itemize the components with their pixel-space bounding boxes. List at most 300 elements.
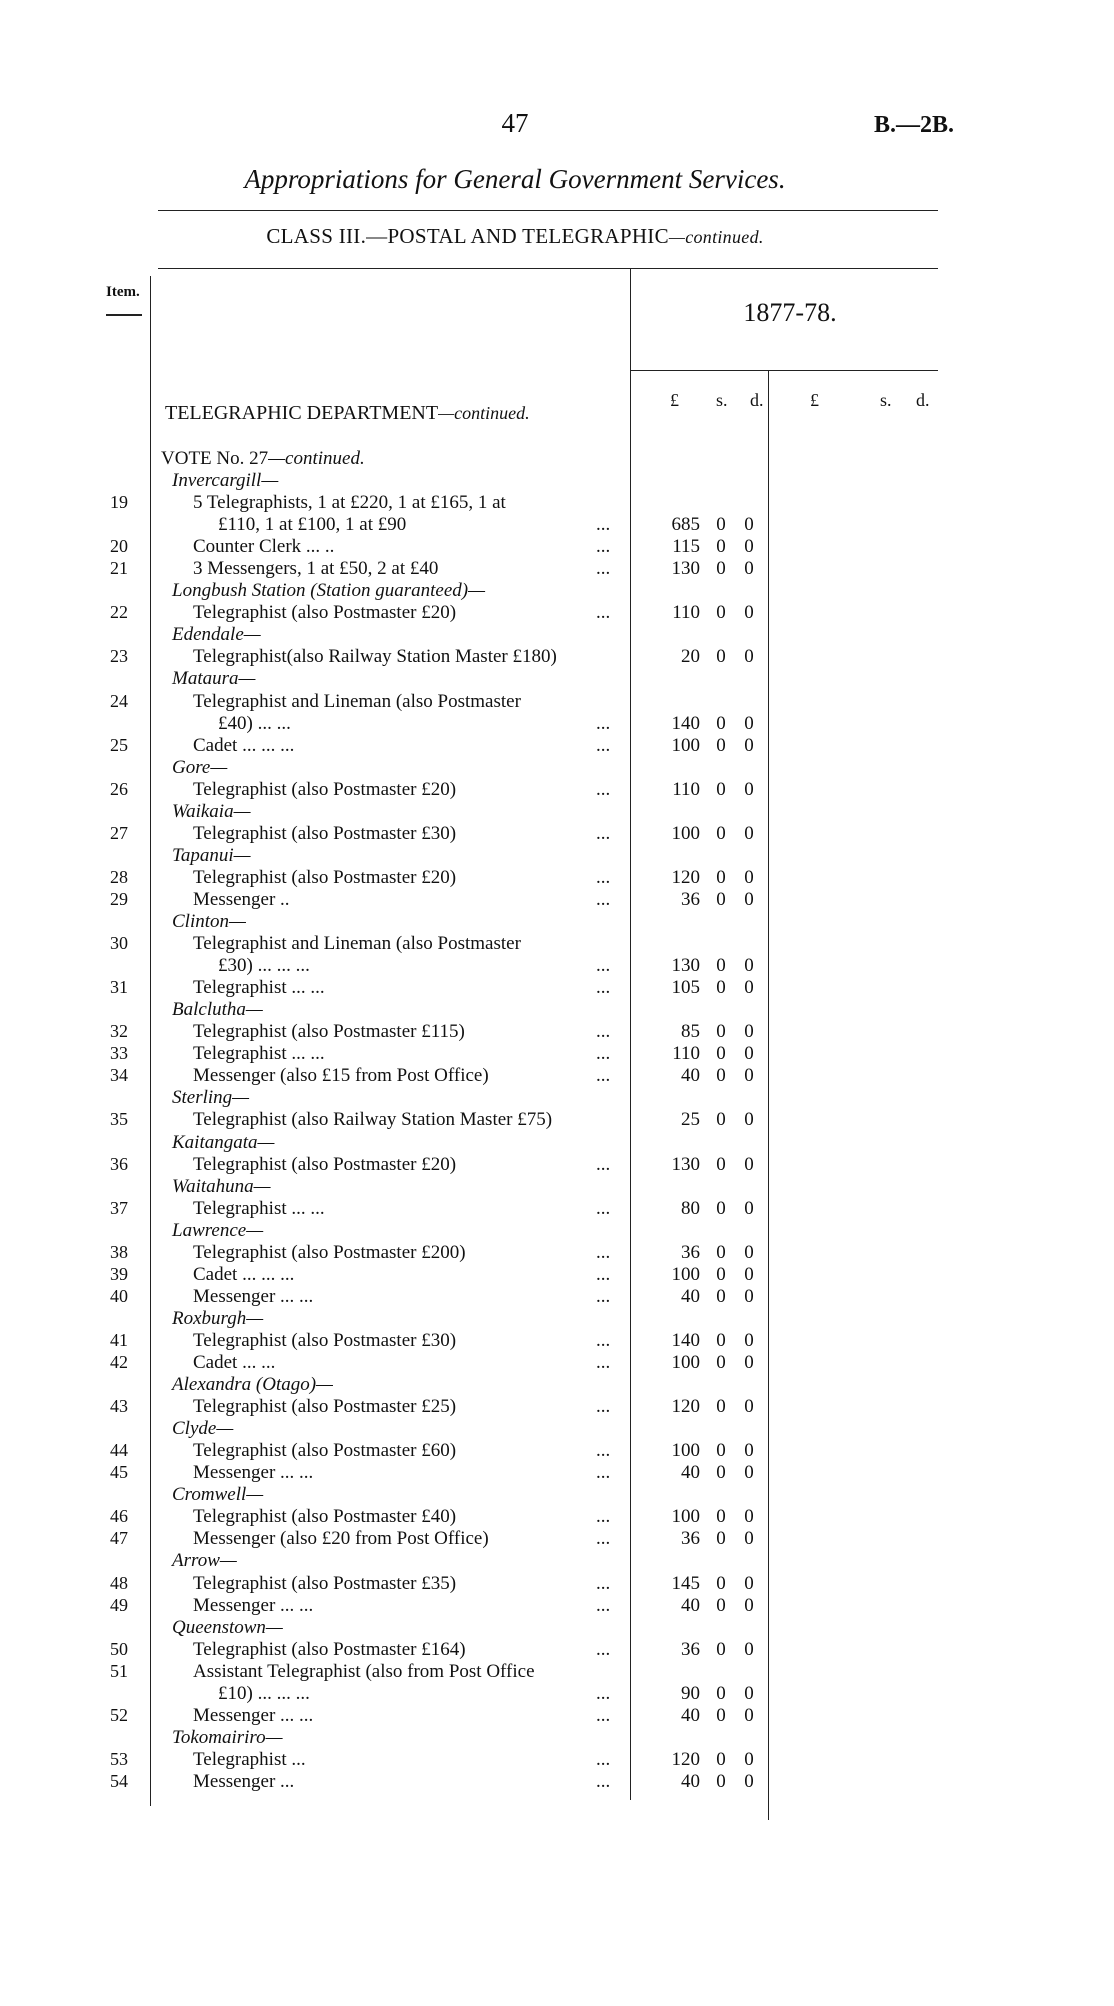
table-row (0, 977, 1114, 999)
table-row (0, 1639, 1114, 1661)
amount-shillings: 0 (716, 1285, 726, 1307)
amount-pounds: 120 (671, 866, 700, 888)
row-description: £30) ... ... ... (218, 955, 310, 977)
table-row (0, 514, 1114, 536)
table-row (0, 1065, 1114, 1087)
leader-dots: ... (596, 822, 611, 844)
station-name: Arrow— (172, 1550, 237, 1572)
leader-dots: ... (596, 1285, 611, 1307)
amount-pounds: 685 (671, 514, 700, 536)
table-row (0, 713, 1114, 735)
row-description: Telegraphist ... (193, 1748, 306, 1770)
station-name: Alexandra (Otago)— (172, 1374, 333, 1396)
page-title: Appropriations for General Government Services. (244, 164, 786, 194)
amount-pence: 0 (744, 734, 754, 756)
item-number: 50 (110, 1638, 128, 1659)
station-heading (0, 1418, 1114, 1440)
row-description: Telegraphist (also Postmaster £164) (193, 1638, 466, 1660)
amount-pence: 0 (744, 866, 754, 888)
item-number: 25 (110, 734, 128, 755)
amount-shillings: 0 (716, 1043, 726, 1065)
table-row (0, 1021, 1114, 1043)
col-pounds: £ (670, 390, 679, 410)
amount-pounds: 105 (671, 977, 700, 999)
leader-dots: ... (596, 1197, 611, 1219)
item-header-rule (106, 314, 142, 316)
amount-pounds: 100 (671, 822, 700, 844)
leader-dots: ... (596, 955, 611, 977)
item-number: 24 (110, 690, 128, 711)
vote-heading (0, 448, 1114, 470)
amount-pounds: 40 (681, 1770, 700, 1792)
amount-shillings: 0 (716, 955, 726, 977)
amount-pounds: 120 (671, 1396, 700, 1418)
amount-pounds: 40 (681, 1285, 700, 1307)
station-name: Tokomairiro— (172, 1726, 283, 1748)
year-header: 1877-78. (743, 298, 837, 327)
amount-pence: 0 (744, 1153, 754, 1175)
amount-shillings: 0 (716, 1572, 726, 1594)
table-row (0, 1683, 1114, 1705)
amount-pence: 0 (744, 1638, 754, 1660)
amount-shillings: 0 (716, 822, 726, 844)
amount-shillings: 0 (716, 1396, 726, 1418)
station-name: Queenstown— (172, 1616, 283, 1638)
row-description: Telegraphist (also Postmaster £35) (193, 1572, 457, 1594)
item-number: 33 (110, 1043, 128, 1064)
station-name: Sterling— (172, 1087, 250, 1109)
amount-shillings: 0 (716, 866, 726, 888)
col-shillings: s. (716, 390, 728, 410)
table-row (0, 1661, 1114, 1683)
station-name: Longbush Station (Station guaranteed)— (172, 580, 485, 602)
table-row (0, 492, 1114, 514)
item-number: 45 (110, 1462, 128, 1483)
amount-pence: 0 (744, 712, 754, 734)
amount-pounds: 110 (672, 602, 700, 624)
year-rule (630, 370, 938, 371)
row-description: 3 Messengers, 1 at £50, 2 at £40 (193, 558, 439, 580)
table-row (0, 1242, 1114, 1264)
table-row (0, 1771, 1114, 1793)
station-heading (0, 1484, 1114, 1506)
amount-pence: 0 (744, 955, 754, 977)
station-name: Tapanui— (172, 844, 251, 866)
leader-dots: ... (596, 514, 611, 536)
row-description: Telegraphist (also Postmaster £25) (193, 1396, 457, 1418)
amount-pence: 0 (744, 1352, 754, 1373)
row-description: Telegraphist (also Postmaster £20) (193, 778, 457, 800)
amount-shillings: 0 (716, 646, 726, 668)
amount-pence: 0 (744, 1263, 754, 1285)
table-row (0, 955, 1114, 977)
amount-pounds: 36 (681, 888, 700, 910)
amount-pence: 0 (744, 536, 754, 558)
leader-dots: ... (596, 977, 611, 999)
row-description: Telegraphist (also Postmaster £30) (193, 822, 457, 844)
leader-dots: ... (596, 1241, 611, 1263)
class-title (0, 224, 1030, 249)
amount-shillings: 0 (716, 1352, 726, 1373)
item-number: 20 (110, 536, 128, 557)
leader-dots: ... (596, 1594, 611, 1616)
row-description: Telegraphist(also Railway Station Master £180) (193, 646, 557, 668)
item-number: 21 (110, 558, 128, 579)
table-row (0, 1330, 1114, 1352)
amount-shillings: 0 (716, 1638, 726, 1660)
amount-pounds: 140 (671, 712, 700, 734)
amount-pence: 0 (744, 1704, 754, 1726)
station-name: Clyde— (172, 1418, 234, 1440)
station-name: Gore— (172, 756, 228, 778)
item-number: 44 (110, 1440, 128, 1461)
table-row (0, 1109, 1114, 1131)
amount-shillings: 0 (716, 1241, 726, 1263)
amount-shillings: 0 (716, 1704, 726, 1726)
amount-pounds: 85 (681, 1021, 700, 1043)
amount-pounds: 100 (671, 734, 700, 756)
leader-dots: ... (596, 1329, 611, 1351)
item-number: 27 (110, 822, 128, 843)
amount-shillings: 0 (716, 1263, 726, 1285)
item-number: 19 (110, 492, 128, 513)
item-number: 22 (110, 602, 128, 623)
row-description: Messenger ... ... (193, 1462, 314, 1484)
amount-pounds: 25 (681, 1109, 700, 1131)
department-continued: —continued. (438, 403, 530, 423)
row-description: £40) ... ... (218, 712, 291, 734)
row-description: Telegraphist and Lineman (also Postmaster (193, 933, 521, 955)
amount-pence: 0 (744, 1440, 754, 1462)
amount-pounds: 100 (671, 1263, 700, 1285)
amount-shillings: 0 (716, 1329, 726, 1351)
row-description: Telegraphist and Lineman (also Postmaster (193, 690, 521, 712)
amount-shillings: 0 (716, 1506, 726, 1528)
item-number: 26 (110, 778, 128, 799)
leader-dots: ... (596, 1572, 611, 1594)
row-description: Telegraphist (also Postmaster £30) (193, 1329, 457, 1351)
table-row (0, 1352, 1114, 1374)
row-description: Messenger .. (193, 888, 290, 910)
station-heading (0, 1727, 1114, 1749)
amount-shillings: 0 (716, 1528, 726, 1550)
leader-dots: ... (596, 558, 611, 580)
table-row (0, 823, 1114, 845)
row-description: Messenger (also £20 from Post Office) (193, 1528, 489, 1550)
leader-dots: ... (596, 778, 611, 800)
amount-pence: 0 (744, 1506, 754, 1528)
table-row (0, 779, 1114, 801)
station-heading (0, 624, 1114, 646)
amount-pounds: 130 (671, 1153, 700, 1175)
station-name: Waikaia— (172, 800, 251, 822)
table-row (0, 602, 1114, 624)
row-description: Telegraphist (also Postmaster £20) (193, 602, 457, 624)
leader-dots: ... (596, 536, 611, 558)
title-rule (158, 210, 938, 211)
leader-dots: ... (596, 1263, 611, 1285)
station-heading (0, 470, 1114, 492)
row-description: £10) ... ... ... (218, 1682, 310, 1704)
amount-shillings: 0 (716, 1594, 726, 1616)
leader-dots: ... (596, 1396, 611, 1418)
item-number: 34 (110, 1065, 128, 1086)
row-description: Cadet ... ... ... (193, 734, 295, 756)
department-title (165, 402, 530, 425)
row-description: Assistant Telegraphist (also from Post Office (193, 1660, 535, 1682)
amount-pounds: 40 (681, 1065, 700, 1087)
amount-pounds: 90 (681, 1682, 700, 1704)
amount-pounds: 36 (681, 1638, 700, 1660)
item-number: 30 (110, 933, 128, 954)
class-title-text: CLASS III.—POSTAL AND TELEGRAPHIC (266, 224, 669, 248)
station-name: Lawrence— (172, 1219, 264, 1241)
vote-continued: —continued. (268, 448, 365, 469)
item-number: 39 (110, 1263, 128, 1284)
amount-pounds: 40 (681, 1594, 700, 1616)
amount-pounds: 100 (671, 1352, 700, 1373)
item-number: 43 (110, 1396, 128, 1417)
amount-shillings: 0 (716, 514, 726, 536)
item-number: 32 (110, 1021, 128, 1042)
amount-pence: 0 (744, 1109, 754, 1131)
table-row (0, 1573, 1114, 1595)
station-heading (0, 999, 1114, 1021)
leader-dots: ... (596, 1682, 611, 1704)
amount-pounds: 40 (681, 1462, 700, 1484)
table-row (0, 1749, 1114, 1771)
row-description: Telegraphist ... ... (193, 1043, 325, 1065)
amount-pence: 0 (744, 1241, 754, 1263)
item-number: 28 (110, 866, 128, 887)
row-description: Telegraphist (also Postmaster £20) (193, 1153, 457, 1175)
row-description: Messenger ... ... (193, 1704, 314, 1726)
amount-pounds: 80 (681, 1197, 700, 1219)
station-heading (0, 1220, 1114, 1242)
item-number: 53 (110, 1748, 128, 1769)
leader-dots: ... (596, 1506, 611, 1528)
table-row (0, 1595, 1114, 1617)
station-name: Mataura— (172, 668, 256, 690)
vote-number: VOTE No. 27 (161, 448, 269, 469)
station-heading (0, 1132, 1114, 1154)
station-heading (0, 801, 1114, 823)
row-description: Messenger (also £15 from Post Office) (193, 1065, 489, 1087)
table-top-rule (158, 268, 938, 269)
item-number: 51 (110, 1660, 128, 1681)
item-number: 54 (110, 1770, 128, 1791)
station-heading (0, 757, 1114, 779)
item-column-header: Item. (106, 284, 140, 300)
row-description: Counter Clerk ... .. (193, 536, 335, 558)
leader-dots: ... (596, 866, 611, 888)
amount-shillings: 0 (716, 602, 726, 624)
amount-pence: 0 (744, 1197, 754, 1219)
leader-dots: ... (596, 712, 611, 734)
table-row (0, 1462, 1114, 1484)
row-description: Telegraphist (also Postmaster £40) (193, 1506, 457, 1528)
table-row (0, 889, 1114, 911)
amount-pounds: 140 (671, 1329, 700, 1351)
amount-shillings: 0 (716, 1682, 726, 1704)
amount-shillings: 0 (716, 712, 726, 734)
leader-dots: ... (596, 602, 611, 624)
amount-pence: 0 (744, 558, 754, 580)
amount-pence: 0 (744, 1748, 754, 1770)
amount-pounds: 115 (672, 536, 700, 558)
col-pounds-2: £ (810, 390, 819, 410)
station-heading (0, 845, 1114, 867)
leader-dots: ... (596, 734, 611, 756)
amount-shillings: 0 (716, 1065, 726, 1087)
leader-dots: ... (596, 1440, 611, 1462)
station-name: Balclutha— (172, 999, 263, 1021)
item-number: 41 (110, 1329, 128, 1350)
row-description: Telegraphist ... ... (193, 977, 325, 999)
row-description: Messenger ... ... (193, 1285, 314, 1307)
row-description: Cadet ... ... ... (193, 1263, 295, 1285)
amount-pence: 0 (744, 1065, 754, 1087)
item-number: 42 (110, 1352, 128, 1372)
row-description: Telegraphist (also Railway Station Master £75) (193, 1109, 553, 1131)
item-number: 31 (110, 977, 128, 998)
document-reference: B.—2B. (873, 112, 954, 138)
amount-pence: 0 (744, 822, 754, 844)
item-number: 29 (110, 888, 128, 909)
table-row (0, 1705, 1114, 1727)
col-pence: d. (750, 390, 764, 410)
station-name: Invercargill— (172, 470, 279, 491)
amount-shillings: 0 (716, 977, 726, 999)
amount-pence: 0 (744, 1396, 754, 1418)
leader-dots: ... (596, 1638, 611, 1660)
amount-shillings: 0 (716, 1153, 726, 1175)
station-name: Kaitangata— (172, 1131, 275, 1153)
amount-shillings: 0 (716, 1440, 726, 1462)
amount-shillings: 0 (716, 1770, 726, 1792)
amount-shillings: 0 (716, 1748, 726, 1770)
leader-dots: ... (596, 1704, 611, 1726)
table-row (0, 646, 1114, 668)
leader-dots: ... (596, 1528, 611, 1550)
item-number: 48 (110, 1572, 128, 1593)
amount-pence: 0 (744, 1594, 754, 1616)
amount-shillings: 0 (716, 888, 726, 910)
station-name: Cromwell— (172, 1484, 264, 1506)
item-number: 49 (110, 1594, 128, 1615)
row-description: 5 Telegraphists, 1 at £220, 1 at £165, 1 at (193, 492, 506, 514)
amount-shillings: 0 (716, 1462, 726, 1484)
amount-shillings: 0 (716, 536, 726, 558)
amount-pence: 0 (744, 1528, 754, 1550)
amount-pounds: 130 (671, 955, 700, 977)
amount-pence: 0 (744, 514, 754, 536)
station-name: Waitahuna— (172, 1175, 271, 1197)
page-number: 47 (501, 108, 529, 138)
amount-pence: 0 (744, 1043, 754, 1065)
leader-dots: ... (596, 1352, 611, 1373)
amount-pounds: 110 (672, 1043, 700, 1065)
leader-dots: ... (596, 1043, 611, 1065)
item-number: 52 (110, 1704, 128, 1725)
table-row (0, 558, 1114, 580)
amount-pounds: 120 (671, 1748, 700, 1770)
amount-pence: 0 (744, 1572, 754, 1594)
leader-dots: ... (596, 1462, 611, 1484)
department-name: TELEGRAPHIC DEPARTMENT (165, 402, 439, 424)
table-row (0, 867, 1114, 889)
table-row (0, 1264, 1114, 1286)
row-description: £110, 1 at £100, 1 at £90 (218, 514, 407, 536)
amount-pence: 0 (744, 888, 754, 910)
station-heading (0, 1087, 1114, 1109)
table-row (0, 1286, 1114, 1308)
col-pence-2: d. (916, 390, 930, 410)
station-heading (0, 1308, 1114, 1330)
table-row (0, 933, 1114, 955)
station-name: Roxburgh— (172, 1307, 264, 1329)
amount-pounds: 130 (671, 558, 700, 580)
row-description: Telegraphist (also Postmaster £115) (193, 1021, 465, 1043)
amount-shillings: 0 (716, 558, 726, 580)
item-number: 23 (110, 646, 128, 667)
amount-pounds: 40 (681, 1704, 700, 1726)
row-description: Telegraphist (also Postmaster £20) (193, 866, 457, 888)
leader-dots: ... (596, 1770, 611, 1792)
amount-pounds: 36 (681, 1528, 700, 1550)
station-name: Clinton— (172, 911, 246, 932)
amount-pence: 0 (744, 977, 754, 999)
station-heading (0, 911, 1114, 933)
station-heading (0, 1617, 1114, 1639)
amount-shillings: 0 (716, 1197, 726, 1219)
amount-pence: 0 (744, 1682, 754, 1704)
table-row (0, 1506, 1114, 1528)
station-heading (0, 668, 1114, 690)
station-name: Edendale— (172, 624, 261, 646)
item-number: 38 (110, 1241, 128, 1262)
item-number: 37 (110, 1197, 128, 1218)
amount-pence: 0 (744, 778, 754, 800)
table-row (0, 1528, 1114, 1550)
table-row (0, 536, 1114, 558)
row-description: Messenger ... ... (193, 1594, 314, 1616)
vote-text (161, 448, 365, 470)
amount-pence: 0 (744, 602, 754, 624)
amount-shillings: 0 (716, 778, 726, 800)
item-number: 46 (110, 1506, 128, 1527)
amount-pence: 0 (744, 1770, 754, 1792)
amount-shillings: 0 (716, 734, 726, 756)
station-heading (0, 1550, 1114, 1572)
amount-pence: 0 (744, 1462, 754, 1484)
leader-dots: ... (596, 1021, 611, 1043)
amount-pence: 0 (744, 1021, 754, 1043)
station-heading (0, 1176, 1114, 1198)
table-row (0, 1154, 1114, 1176)
table-row (0, 1396, 1114, 1418)
row-description: Cadet ... ... (193, 1352, 276, 1373)
leader-dots: ... (596, 1153, 611, 1175)
item-number: 36 (110, 1153, 128, 1174)
leader-dots: ... (596, 888, 611, 910)
row-description: Telegraphist ... ... (193, 1197, 325, 1219)
class-title-continued: —continued. (668, 227, 764, 247)
leader-dots: ... (596, 1748, 611, 1770)
col-shillings-2: s. (880, 390, 892, 410)
amount-pounds: 145 (671, 1572, 700, 1594)
amount-pence: 0 (744, 1329, 754, 1351)
